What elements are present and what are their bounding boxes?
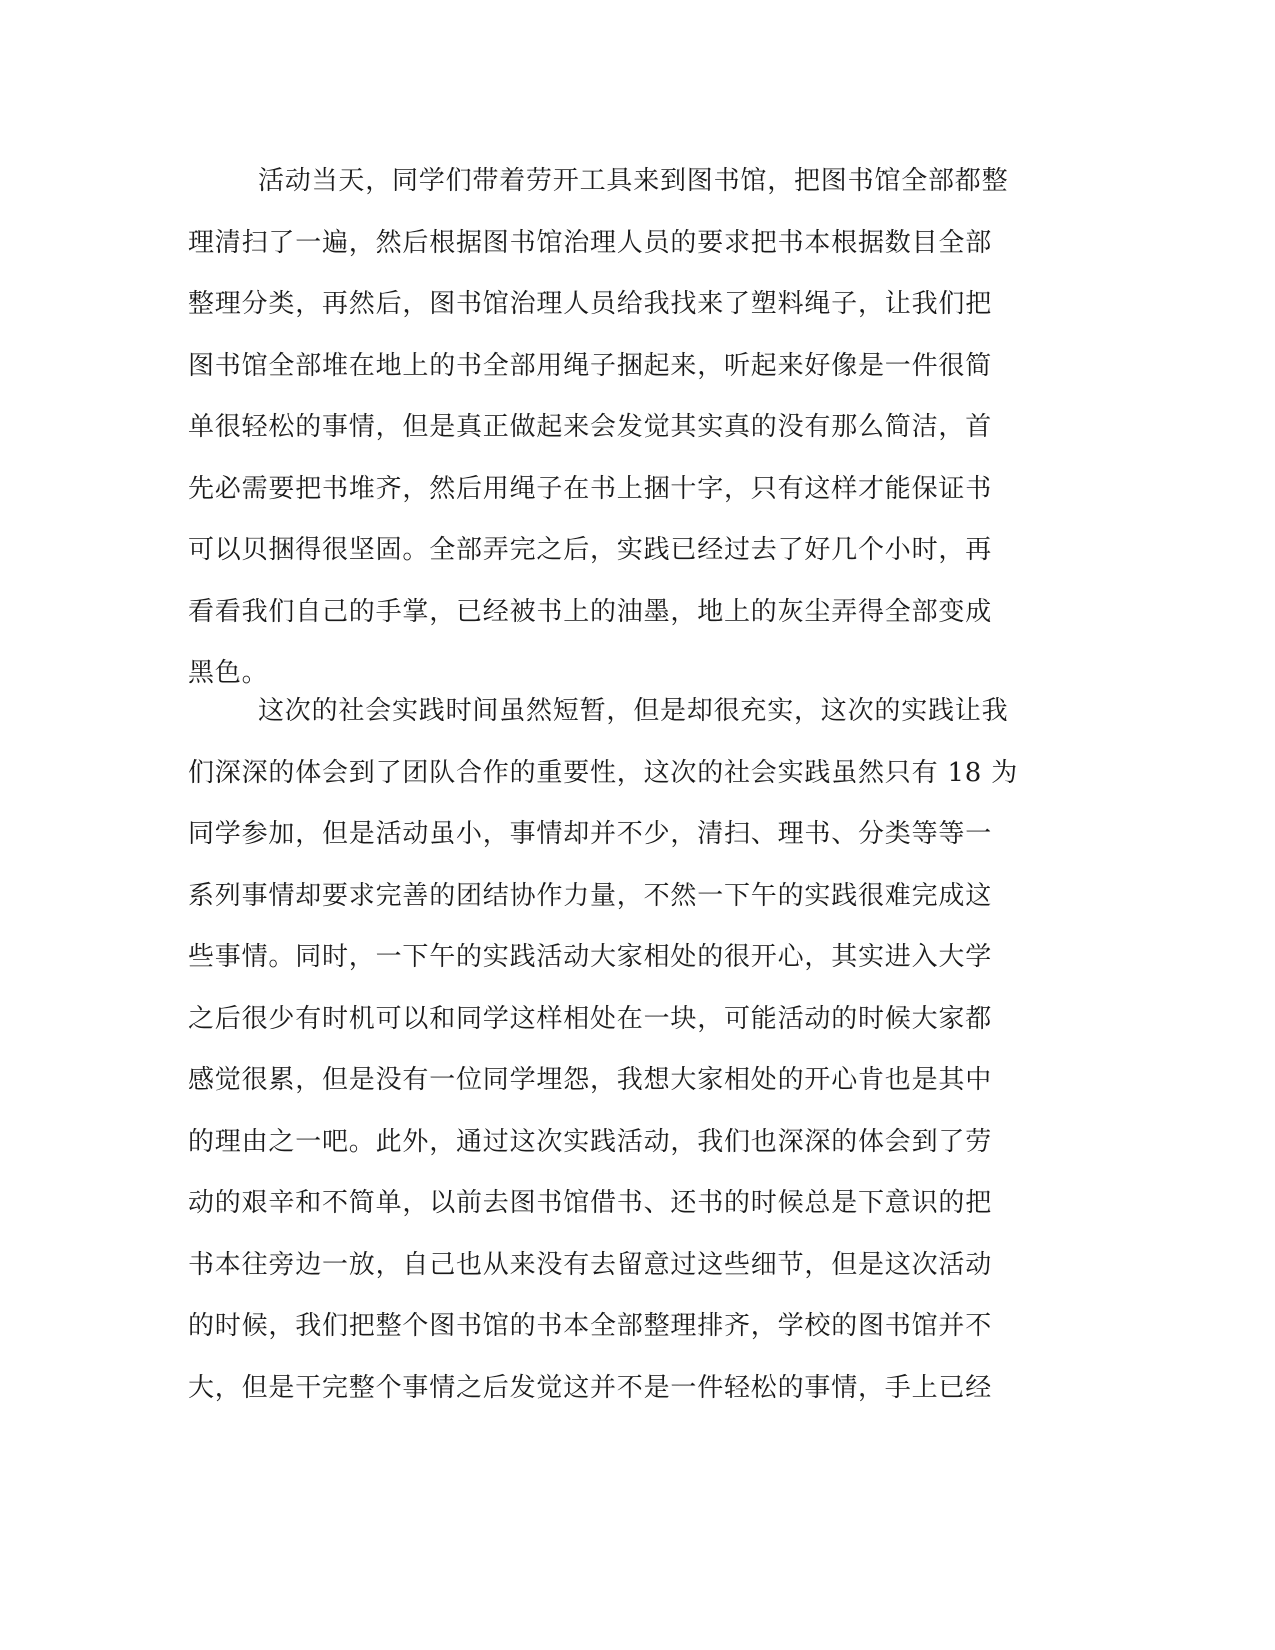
paragraph-1 — [188, 151, 1068, 705]
text-line: 图书馆全部堆在地上的书全部用绳子捆起来，听起来好像是一件很简 — [188, 350, 993, 381]
text-line: 黑色。 — [188, 658, 269, 688]
text-line: 可以贝捆得很坚固。全部弄完之后，实践已经过去了好几个小时，再 — [188, 535, 993, 565]
text-line: 看看我们自己的手掌，已经被书上的油墨，地上的灰尘弄得全部变成 — [188, 596, 993, 627]
text-line: 大，但是干完整个事情之后发觉这并不是一件轻松的事情，手上已经 — [188, 1372, 993, 1403]
text-line: 些事情。同时，一下午的实践活动大家相处的很开心，其实进入大学 — [188, 942, 993, 972]
text-line: 感觉很累，但是没有一位同学埋怨，我想大家相处的开心肯也是其中 — [188, 1065, 993, 1095]
text-line: 先必需要把书堆齐，然后用绳子在书上捆十字，只有这样才能保证书 — [188, 473, 993, 504]
text-line: 系列事情却要求完善的团结协作力量，不然一下午的实践很难完成这 — [188, 880, 993, 911]
text-line: 书本往旁边一放，自己也从来没有去留意过这些细节，但是这次活动 — [188, 1249, 993, 1280]
text-line: 们深深的体会到了团队合作的重要性，这次的社会实践虽然只有 18 为 — [188, 757, 1019, 788]
text-line: 单很轻松的事情，但是真正做起来会发觉其实真的没有那么简洁，首 — [188, 412, 993, 442]
text-line: 之后很少有时机可以和同学这样相处在一块，可能活动的时候大家都 — [188, 1003, 993, 1034]
text-line: 这次的社会实践时间虽然短暂，但是却很充实，这次的实践让我 — [258, 696, 1009, 726]
text-line: 整理分类，再然后，图书馆治理人员给我找来了塑料绳子，让我们把 — [188, 289, 993, 319]
text-line: 的时候，我们把整个图书馆的书本全部整理排齐，学校的图书馆并不 — [188, 1311, 993, 1341]
text-line: 活动当天，同学们带着劳开工具来到图书馆，把图书馆全部都整 — [258, 166, 1009, 196]
text-line: 理清扫了一遍，然后根据图书馆治理人员的要求把书本根据数目全部 — [188, 227, 993, 258]
text-line: 同学参加，但是活动虽小，事情却并不少，清扫、理书、分类等等一 — [188, 819, 993, 849]
text-line: 的理由之一吧。此外，通过这次实践活动，我们也深深的体会到了劳 — [188, 1126, 993, 1157]
text-line: 动的艰辛和不简单，以前去图书馆借书、还书的时候总是下意识的把 — [188, 1188, 993, 1218]
paragraph-2 — [188, 681, 1068, 1419]
